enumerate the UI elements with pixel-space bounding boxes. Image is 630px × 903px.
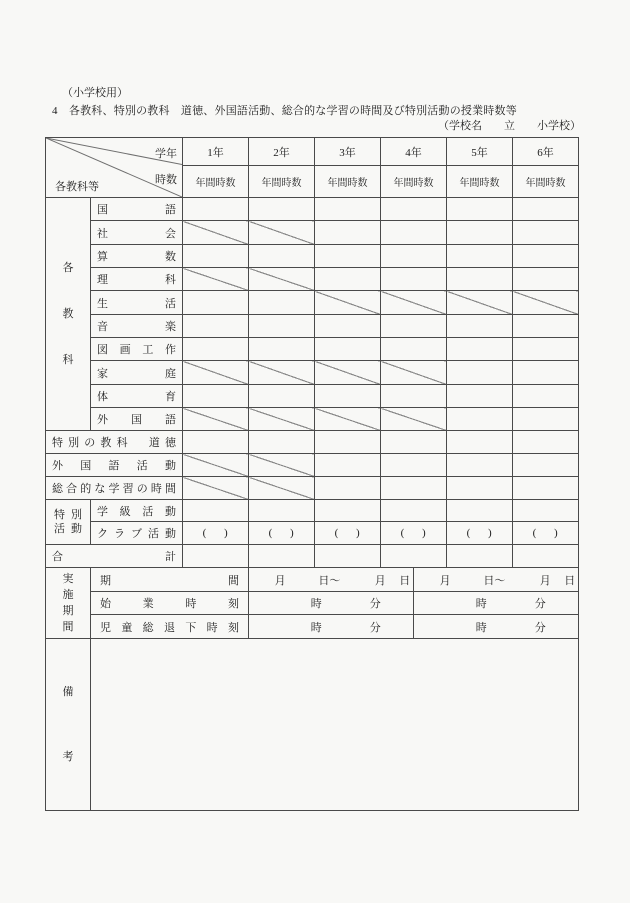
paren-open: ( [202,527,207,539]
group-char: 間 [62,620,74,633]
minute-label: 分 [534,598,546,610]
na-cell [315,408,381,431]
na-cell [249,268,315,291]
minute-label: 分 [369,598,381,610]
hours-cell[interactable] [315,500,381,522]
subject-label-ongaku: 音楽 [91,315,183,338]
hours-cell[interactable] [447,361,513,385]
hours-cell[interactable] [183,245,249,268]
hours-cell[interactable] [447,315,513,338]
na-cell [315,291,381,315]
hours-cell[interactable] [447,454,513,477]
hours-cell[interactable] [315,245,381,268]
hour-label: 時 [310,598,322,610]
na-cell [249,361,315,385]
implementation-period-table [45,567,579,639]
total-cell[interactable] [381,545,447,568]
hours-cell[interactable] [447,268,513,291]
hours-cell[interactable] [183,338,249,361]
total-cell[interactable] [513,545,579,568]
total-cell[interactable] [183,545,249,568]
day-tilde-label: 日～ [483,574,506,587]
hours-cell[interactable] [315,431,381,454]
na-cell [381,291,447,315]
hours-cell[interactable] [447,221,513,245]
subject-label-sansu: 算数 [91,245,183,268]
hour-label: 時 [475,598,487,610]
row-label-class-activity: 学級活動 [91,500,183,522]
curriculum-hours-form [45,137,579,811]
month-label: 月 [539,574,551,587]
header-subjects-label: 各教科等 [55,181,99,193]
remarks-char: 備 [62,685,74,698]
hours-cell[interactable] [183,315,249,338]
total-cell[interactable] [249,545,315,568]
school-name-line: （学校名 立 小学校） [438,120,581,132]
hours-cell[interactable] [447,431,513,454]
row-label-moral: 特別の教科 道徳 [46,431,183,454]
paren-close: ) [488,527,492,539]
month-label: 月 [274,574,286,587]
annual-hours-header: 年間時数 [249,166,315,198]
hours-cell[interactable] [183,385,249,408]
remarks-table [45,638,579,811]
subject-label-zugakosaku: 図画工作 [91,338,183,361]
hours-cell[interactable] [513,361,579,385]
row-label-period: 期間 [91,568,249,592]
header-corner-cell [46,138,183,198]
paren-close: ) [290,527,294,539]
group-line: 活動 [54,523,82,535]
hours-cell[interactable] [249,431,315,454]
day-tilde-label: 日～ [318,574,341,587]
hours-cell[interactable] [447,408,513,431]
group-char: 科 [62,353,74,366]
paren-close: ) [422,527,426,539]
paren-close: ) [224,527,228,539]
year-header-6: 6年 [513,138,579,166]
na-cell [513,291,579,315]
subject-label-seikatsu: 生活 [91,291,183,315]
hours-cell[interactable] [513,198,579,221]
na-cell [183,361,249,385]
hours-cell[interactable] [513,385,579,408]
paren-open: ( [466,527,471,539]
hours-cell[interactable] [381,500,447,522]
hours-cell[interactable] [447,245,513,268]
hours-cell[interactable] [315,477,381,500]
paren-open: ( [400,527,405,539]
remarks-label [46,639,91,811]
paren-close: ) [554,527,558,539]
hours-cell[interactable] [513,431,579,454]
na-cell [381,408,447,431]
hours-cell[interactable] [381,221,447,245]
hours-cell[interactable] [513,477,579,500]
hours-cell[interactable] [447,500,513,522]
hours-cell[interactable] [183,500,249,522]
hours-cell[interactable] [513,454,579,477]
hour-label: 時 [475,621,487,634]
hours-cell[interactable] [513,408,579,431]
start-time-cell[interactable] [414,592,579,615]
hours-table [45,137,579,568]
remarks-body[interactable] [91,639,579,811]
row-label-start-time: 始業時刻 [91,592,249,615]
row-label-total: 合計 [46,545,183,568]
na-cell [183,268,249,291]
start-time-cell[interactable] [249,592,414,615]
period-range-cell[interactable] [414,568,579,592]
group-line: 特別 [54,509,82,521]
implementation-period-group-label [46,568,91,639]
hours-cell[interactable] [381,431,447,454]
corner-note: （小学校用） [62,87,128,99]
day-label: 日 [564,574,576,587]
hours-cell[interactable] [513,315,579,338]
group-char: 各 [62,261,74,274]
hour-label: 時 [310,621,322,634]
year-header-5: 5年 [447,138,513,166]
na-cell [315,361,381,385]
day-label: 日 [399,574,411,587]
dismissal-time-cell[interactable] [249,615,414,639]
hours-cell[interactable] [315,198,381,221]
paren-open: ( [532,527,537,539]
month-label: 月 [374,574,386,587]
year-header-4: 4年 [381,138,447,166]
minute-label: 分 [534,621,546,634]
group-char: 教 [62,307,74,320]
hours-cell[interactable] [381,385,447,408]
year-header-1: 1年 [183,138,249,166]
subject-label-taiiku: 体育 [91,385,183,408]
row-label-club-activity: クラブ活動 [91,522,183,545]
subject-label-gaikokugo: 外国語 [91,408,183,431]
hours-cell[interactable] [249,500,315,522]
hours-cell[interactable] [315,385,381,408]
hours-cell[interactable] [315,338,381,361]
na-cell [183,408,249,431]
subject-label-shakai: 社会 [91,221,183,245]
annual-hours-header: 年間時数 [513,166,579,198]
hours-cell[interactable] [513,268,579,291]
page-title: 4 各教科、特別の教科 道徳、外国語活動、総合的な学習の時間及び特別活動の授業時数等 [52,105,517,117]
hours-cell[interactable] [315,221,381,245]
annual-hours-header: 年間時数 [447,166,513,198]
na-cell [183,477,249,500]
hours-cell[interactable] [447,385,513,408]
club-hours-cell[interactable] [315,522,381,545]
paren-open: ( [334,527,339,539]
remarks-char: 考 [62,750,74,763]
na-cell [249,408,315,431]
hours-cell[interactable] [513,338,579,361]
na-cell [249,221,315,245]
hours-cell[interactable] [315,315,381,338]
annual-hours-header: 年間時数 [183,166,249,198]
hours-cell[interactable] [513,221,579,245]
header-grade-label: 学年 [155,148,177,160]
special-activities-group-label [46,500,91,545]
group-char: 期 [62,604,74,617]
row-label-integrated: 総合的な学習の時間 [46,477,183,500]
year-header-2: 2年 [249,138,315,166]
minute-label: 分 [369,621,381,634]
annual-hours-header: 年間時数 [315,166,381,198]
club-hours-cell[interactable] [381,522,447,545]
hours-cell[interactable] [381,477,447,500]
hours-cell[interactable] [381,338,447,361]
hours-cell[interactable] [513,245,579,268]
subject-label-rika: 理科 [91,268,183,291]
hours-cell[interactable] [381,268,447,291]
period-range-cell[interactable] [249,568,414,592]
hours-cell[interactable] [513,500,579,522]
na-cell [249,454,315,477]
hours-cell[interactable] [183,198,249,221]
hours-cell[interactable] [381,315,447,338]
dismissal-time-cell[interactable] [414,615,579,639]
total-cell[interactable] [447,545,513,568]
row-label-dismissal-time: 児童総退下時刻 [91,615,249,639]
hours-cell[interactable] [447,338,513,361]
na-cell [249,477,315,500]
hours-cell[interactable] [249,291,315,315]
hours-cell[interactable] [381,245,447,268]
club-hours-cell[interactable] [513,522,579,545]
subject-label-kokugo: 国語 [91,198,183,221]
month-label: 月 [439,574,451,587]
hours-cell[interactable] [183,291,249,315]
subject-group-label [46,198,91,431]
total-cell[interactable] [315,545,381,568]
subject-label-katei: 家庭 [91,361,183,385]
group-char: 実 [62,572,74,585]
hours-cell[interactable] [249,245,315,268]
header-hours-label: 時数 [155,174,177,186]
hours-cell[interactable] [249,385,315,408]
group-char: 施 [62,588,74,601]
hours-cell[interactable] [447,477,513,500]
club-hours-cell[interactable] [183,522,249,545]
hours-cell[interactable] [183,431,249,454]
annual-hours-header: 年間時数 [381,166,447,198]
paren-open: ( [268,527,273,539]
hours-cell[interactable] [249,198,315,221]
club-hours-cell[interactable] [447,522,513,545]
na-cell [447,291,513,315]
na-cell [183,454,249,477]
year-header-3: 3年 [315,138,381,166]
hours-cell[interactable] [249,338,315,361]
hours-cell[interactable] [447,198,513,221]
na-cell [183,221,249,245]
club-hours-cell[interactable] [249,522,315,545]
hours-cell[interactable] [381,198,447,221]
hours-cell[interactable] [381,454,447,477]
paren-close: ) [356,527,360,539]
hours-cell[interactable] [249,315,315,338]
hours-cell[interactable] [315,454,381,477]
hours-cell[interactable] [315,268,381,291]
row-label-foreign-activity: 外国語活動 [46,454,183,477]
na-cell [381,361,447,385]
